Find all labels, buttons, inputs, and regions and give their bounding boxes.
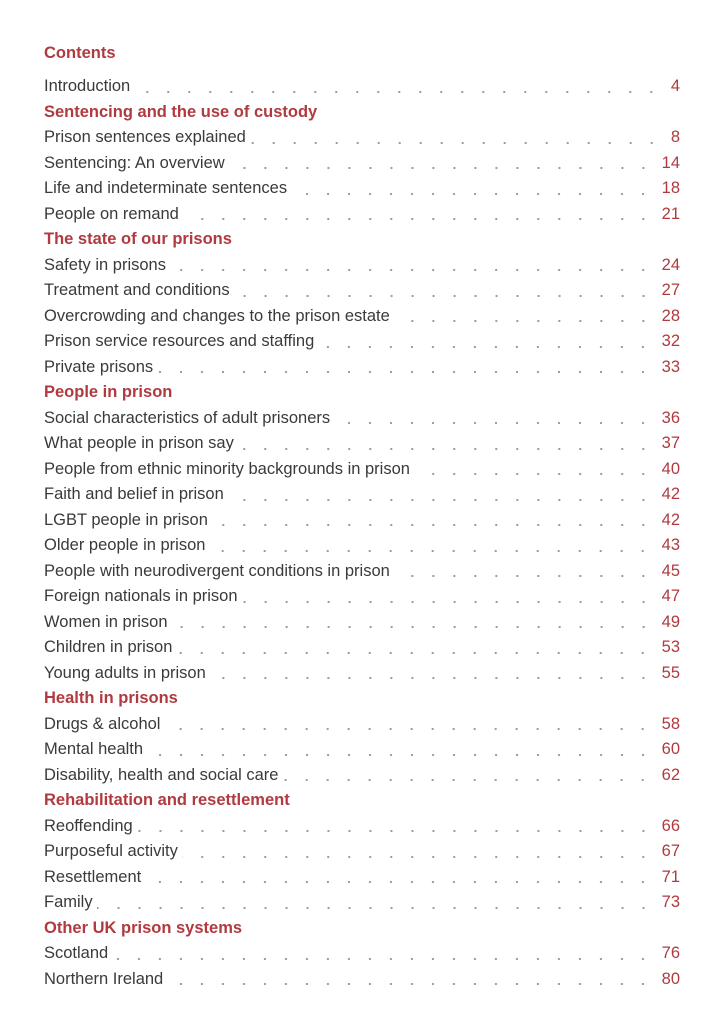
toc-entry-introduction[interactable] bbox=[44, 74, 680, 100]
table-of-contents bbox=[44, 74, 680, 992]
dot-leader bbox=[250, 125, 668, 151]
toc-entry-title: Foreign nationals in prison bbox=[44, 587, 238, 605]
toc-entry-page-number: 76 bbox=[661, 944, 680, 962]
toc-entry[interactable] bbox=[44, 406, 680, 432]
toc-entry-title: Introduction bbox=[44, 77, 131, 95]
toc-entry[interactable] bbox=[44, 559, 680, 585]
toc-entry-page-number: 21 bbox=[661, 204, 680, 223]
toc-entry-page-number: 47 bbox=[661, 587, 680, 605]
toc-entry-title: People from ethnic minority backgrounds in prison bbox=[44, 459, 410, 478]
toc-entry-title: Mental health bbox=[44, 740, 144, 758]
toc-entry-page-number: 32 bbox=[661, 332, 680, 350]
toc-entry-page-number: 18 bbox=[661, 179, 680, 197]
dot-leader bbox=[167, 967, 659, 993]
dot-leader bbox=[282, 763, 659, 789]
toc-entry-title: Disability, health and social care bbox=[44, 765, 279, 784]
toc-entry-page-number: 73 bbox=[661, 893, 680, 911]
toc-entry[interactable] bbox=[44, 176, 680, 202]
toc-entry-page-number: 33 bbox=[661, 357, 680, 376]
section-heading[interactable]: Other UK prison systems bbox=[44, 918, 243, 937]
dot-leader bbox=[228, 482, 660, 508]
toc-entry-title: Women in prison bbox=[44, 612, 168, 631]
toc-entry-title: Children in prison bbox=[44, 638, 173, 656]
toc-entry-title: People with neurodivergent conditions in prison bbox=[44, 561, 390, 580]
toc-sections bbox=[44, 100, 680, 993]
toc-entry-title: LGBT people in prison bbox=[44, 510, 208, 529]
toc-entry-page-number: 42 bbox=[661, 485, 680, 503]
toc-entry[interactable] bbox=[44, 763, 680, 789]
dot-leader bbox=[414, 457, 660, 483]
dot-leader bbox=[147, 737, 660, 763]
toc-entry-page-number: 42 bbox=[661, 510, 680, 529]
toc-entry[interactable] bbox=[44, 278, 680, 304]
section-heading[interactable]: People in prison bbox=[44, 383, 173, 401]
toc-entry-page-number: 71 bbox=[661, 867, 680, 886]
toc-entry-title: Safety in prisons bbox=[44, 255, 166, 274]
toc-entry[interactable] bbox=[44, 355, 680, 381]
dot-leader bbox=[97, 890, 660, 916]
section-heading[interactable]: Health in prisons bbox=[44, 689, 178, 707]
toc-entry-page-number: 55 bbox=[661, 663, 680, 682]
toc-entry-page-number: 60 bbox=[661, 740, 680, 758]
dot-leader bbox=[145, 865, 659, 891]
toc-entry[interactable] bbox=[44, 431, 680, 457]
toc-entry-title: Scotland bbox=[44, 944, 109, 962]
toc-entry[interactable] bbox=[44, 967, 680, 993]
toc-entry[interactable] bbox=[44, 610, 680, 636]
toc-entry-page-number: 36 bbox=[661, 408, 680, 427]
toc-entry[interactable] bbox=[44, 508, 680, 534]
toc-entry-page-number: 58 bbox=[661, 714, 680, 733]
toc-entry[interactable] bbox=[44, 661, 680, 687]
section-heading[interactable]: Rehabilitation and resettlement bbox=[44, 791, 290, 809]
dot-leader bbox=[183, 202, 660, 228]
toc-entry[interactable] bbox=[44, 737, 680, 763]
section-heading[interactable]: The state of our prisons bbox=[44, 230, 232, 248]
dot-leader bbox=[394, 304, 660, 330]
toc-entry-title: Overcrowding and changes to the prison estate bbox=[44, 306, 390, 325]
toc-entry[interactable] bbox=[44, 151, 680, 177]
toc-entry-page-number: 80 bbox=[661, 969, 680, 988]
toc-entry-page-number: 14 bbox=[661, 153, 680, 172]
dot-leader bbox=[112, 941, 659, 967]
toc-entry[interactable] bbox=[44, 482, 680, 508]
toc-entry-page-number: 4 bbox=[670, 77, 680, 95]
toc-entry[interactable] bbox=[44, 304, 680, 330]
toc-entry-title: Treatment and conditions bbox=[44, 281, 230, 299]
toc-entry[interactable] bbox=[44, 865, 680, 891]
toc-entry-page-number: 45 bbox=[661, 561, 680, 580]
toc-entry-page-number: 53 bbox=[661, 638, 680, 656]
toc-entry-title: Young adults in prison bbox=[44, 663, 206, 682]
toc-entry-page-number: 62 bbox=[661, 765, 680, 784]
toc-entry-title: Drugs & alcohol bbox=[44, 714, 161, 733]
toc-entry-title: Reoffending bbox=[44, 816, 133, 835]
toc-entry-page-number: 28 bbox=[661, 306, 680, 325]
dot-leader bbox=[334, 406, 660, 432]
toc-entry-title: Family bbox=[44, 893, 93, 911]
dot-leader bbox=[234, 278, 660, 304]
toc-entry-title: Resettlement bbox=[44, 867, 142, 886]
toc-entry-page-number: 43 bbox=[661, 536, 680, 554]
dot-leader bbox=[291, 176, 660, 202]
dot-leader bbox=[242, 584, 660, 610]
dot-leader bbox=[209, 533, 659, 559]
dot-leader bbox=[210, 661, 660, 687]
toc-entry[interactable] bbox=[44, 814, 680, 840]
toc-entry[interactable] bbox=[44, 635, 680, 661]
toc-entry[interactable] bbox=[44, 125, 680, 151]
toc-entry[interactable] bbox=[44, 533, 680, 559]
toc-entry-page-number: 40 bbox=[661, 459, 680, 478]
toc-entry-title: Life and indeterminate sentences bbox=[44, 179, 288, 197]
dot-leader bbox=[137, 814, 660, 840]
contents-title: Contents bbox=[44, 44, 116, 62]
section-heading[interactable]: Sentencing and the use of custody bbox=[44, 102, 318, 121]
toc-entry[interactable] bbox=[44, 712, 680, 738]
toc-entry-title: Faith and belief in prison bbox=[44, 485, 224, 503]
dot-leader bbox=[394, 559, 660, 585]
dot-leader bbox=[170, 253, 660, 279]
toc-entry-title: Prison service resources and staffing bbox=[44, 332, 315, 350]
toc-entry-page-number: 27 bbox=[661, 281, 680, 299]
toc-entry[interactable] bbox=[44, 941, 680, 967]
toc-entry-page-number: 49 bbox=[661, 612, 680, 631]
dot-leader bbox=[229, 151, 660, 177]
toc-entry[interactable] bbox=[44, 329, 680, 355]
toc-entry[interactable] bbox=[44, 839, 680, 865]
toc-entry-title: Purposeful activity bbox=[44, 842, 178, 860]
toc-entry-title: What people in prison say bbox=[44, 434, 234, 452]
dot-leader bbox=[134, 74, 668, 100]
toc-entry-title: Private prisons bbox=[44, 357, 154, 376]
dot-leader bbox=[172, 610, 660, 636]
toc-entry-page-number: 8 bbox=[670, 128, 680, 146]
toc-entry-title: Sentencing: An overview bbox=[44, 153, 225, 172]
dot-leader bbox=[182, 839, 660, 865]
dot-leader bbox=[176, 635, 659, 661]
toc-entry-title: Northern Ireland bbox=[44, 969, 164, 988]
toc-entry-title: People on remand bbox=[44, 204, 179, 223]
toc-entry[interactable] bbox=[44, 890, 680, 916]
toc-entry-page-number: 37 bbox=[661, 434, 680, 452]
dot-leader bbox=[157, 355, 660, 381]
toc-entry-page-number: 24 bbox=[661, 255, 680, 274]
toc-entry[interactable] bbox=[44, 457, 680, 483]
toc-entry-title: Older people in prison bbox=[44, 536, 206, 554]
toc-entry-title: Prison sentences explained bbox=[44, 128, 246, 146]
toc-entry-page-number: 67 bbox=[661, 842, 680, 860]
toc-entry[interactable] bbox=[44, 202, 680, 228]
toc-entry-title: Social characteristics of adult prisoners bbox=[44, 408, 331, 427]
dot-leader bbox=[164, 712, 659, 738]
toc-entry[interactable] bbox=[44, 253, 680, 279]
toc-entry-page-number: 66 bbox=[661, 816, 680, 835]
dot-leader bbox=[238, 431, 660, 457]
dot-leader bbox=[318, 329, 659, 355]
toc-entry[interactable] bbox=[44, 584, 680, 610]
dot-leader bbox=[212, 508, 660, 534]
